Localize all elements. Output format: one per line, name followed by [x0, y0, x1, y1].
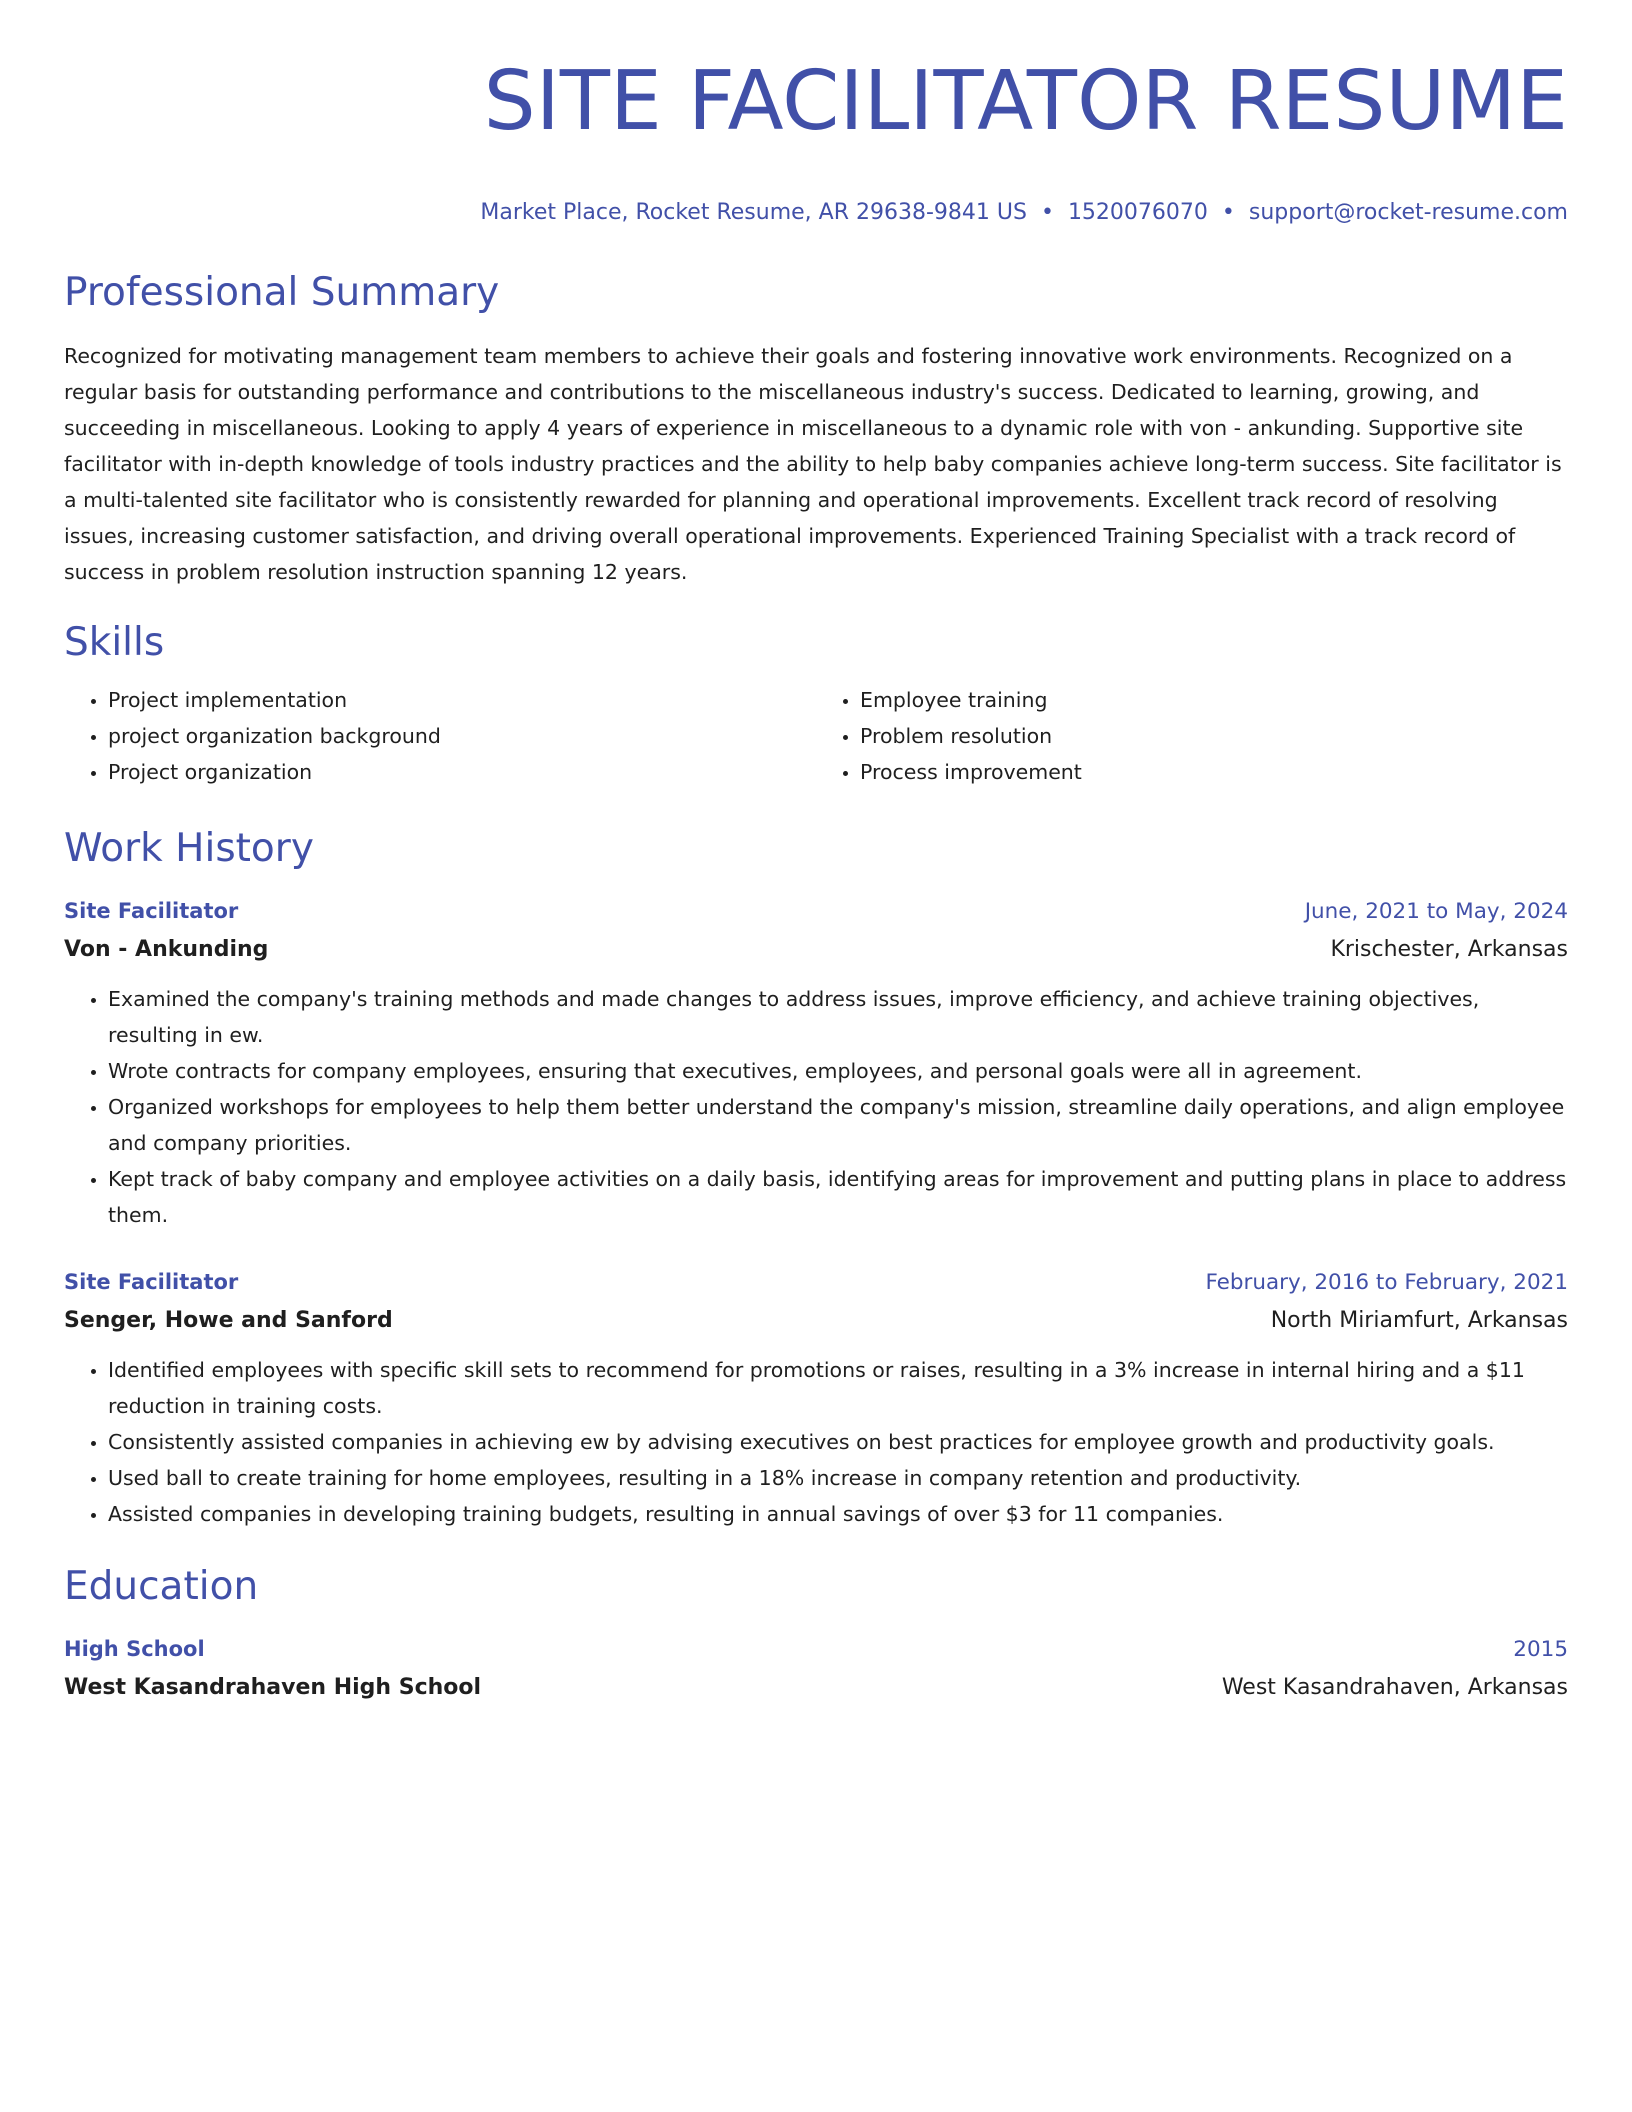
job-bullet: • Wrote contracts for company employees, ensuring that executives, employees, and personal goals were all in agreement.	[108, 1053, 1568, 1089]
job-location: Krischester, Arkansas	[1330, 937, 1568, 962]
education-entry	[64, 1630, 1568, 1707]
job-bullet: • Assisted companies in developing training budgets, resulting in annual savings of over $3 for 11 companies.	[108, 1496, 1568, 1532]
job-bullet: • Used ball to create training for home employees, resulting in a 18% increase in company retention and productivity.	[108, 1460, 1568, 1496]
job-bullets	[64, 1352, 1568, 1532]
skills-section	[64, 618, 1568, 790]
education-school: West Kasandrahaven High School	[64, 1675, 482, 1700]
job-title-row	[64, 1263, 1568, 1302]
job-company: Senger, Howe and Sanford	[64, 1308, 393, 1333]
job-entry	[64, 892, 1568, 1233]
job-dates: June, 2021 to May, 2024	[1304, 899, 1568, 924]
skill-item: • Process improvement	[860, 754, 1568, 790]
section-title-skills: Skills	[64, 620, 165, 665]
job-bullet: • Examined the company's training methods and made changes to address issues, improve efficiency, and achieve training objectives, resulting in ew.	[108, 981, 1568, 1053]
section-title-work-history: Work History	[64, 826, 314, 871]
job-entry	[64, 1263, 1568, 1532]
skill-item: • Problem resolution	[860, 718, 1568, 754]
job-company-row	[64, 1302, 1568, 1340]
skills-list-left	[64, 682, 816, 790]
contact-separator: •	[1221, 200, 1235, 225]
skill-item: • Project implementation	[108, 682, 816, 718]
job-title: Site Facilitator	[64, 899, 239, 923]
skill-item: • Employee training	[860, 682, 1568, 718]
education-school-row	[64, 1669, 1568, 1707]
contact-address: Market Place, Rocket Resume, AR 29638-9841 US	[480, 200, 1027, 225]
summary-text: Recognized for motivating management team members to achieve their goals and fostering innovative work environments. Recognized on a regular basis for outstanding performance and contributions to the miscellaneous industry's success. Dedicated to learning, growing, and succeeding in miscellaneous. Looking to apply 4 years of experience in miscellaneous to a dynamic role with von - ankunding. Supportive site facilitator with in-depth knowledge of tools industry practices and the ability to help baby companies achieve long-term success. Site facilitator is a multi-talented site facilitator who is consistently rewarded for planning and operational improvements. Excellent track record of resolving issues, increasing customer satisfaction, and driving overall operational improvements. Experienced Training Specialist with a track record of success in problem resolution instruction spanning 12 years.	[64, 344, 1562, 584]
contact-separator: •	[1040, 200, 1054, 225]
professional-summary-section	[64, 268, 1568, 590]
contact-email: support@rocket-resume.com	[1248, 200, 1568, 225]
contact-line	[64, 198, 1568, 228]
skill-item: • Project organization	[108, 754, 816, 790]
section-title-education: Education	[64, 1564, 259, 1609]
job-bullet: • Organized workshops for employees to help them better understand the company's mission, streamline daily operations, and align employee and company priorities.	[108, 1089, 1568, 1161]
job-company-row	[64, 931, 1568, 969]
education-degree-row	[64, 1630, 1568, 1669]
education-year: 2015	[1513, 1637, 1568, 1662]
job-location: North Miriamfurt, Arkansas	[1270, 1308, 1568, 1333]
resume-title: SITE FACILITATOR RESUME	[483, 54, 1568, 149]
skill-item: • project organization background	[108, 718, 816, 754]
skills-list-right	[816, 682, 1568, 790]
education-section	[64, 1562, 1568, 1707]
education-degree: High School	[64, 1637, 205, 1661]
work-history-section	[64, 824, 1568, 1532]
job-dates: February, 2016 to February, 2021	[1205, 1270, 1568, 1295]
job-bullet: • Consistently assisted companies in achieving ew by advising executives on best practices for employee growth and productivity goals.	[108, 1424, 1568, 1460]
skills-grid	[64, 682, 1568, 790]
job-title-row	[64, 892, 1568, 931]
resume-header	[64, 52, 1568, 228]
job-company: Von - Ankunding	[64, 937, 269, 962]
job-title: Site Facilitator	[64, 1270, 239, 1294]
section-title-summary: Professional Summary	[64, 270, 500, 315]
contact-phone: 1520076070	[1067, 200, 1208, 225]
education-location: West Kasandrahaven, Arkansas	[1221, 1675, 1568, 1700]
job-bullet: • Identified employees with specific skill sets to recommend for promotions or raises, resulting in a 3% increase in internal hiring and a $11 reduction in training costs.	[108, 1352, 1568, 1424]
job-bullet: • Kept track of baby company and employee activities on a daily basis, identifying areas for improvement and putting plans in place to address them.	[108, 1161, 1568, 1233]
job-bullets	[64, 981, 1568, 1233]
